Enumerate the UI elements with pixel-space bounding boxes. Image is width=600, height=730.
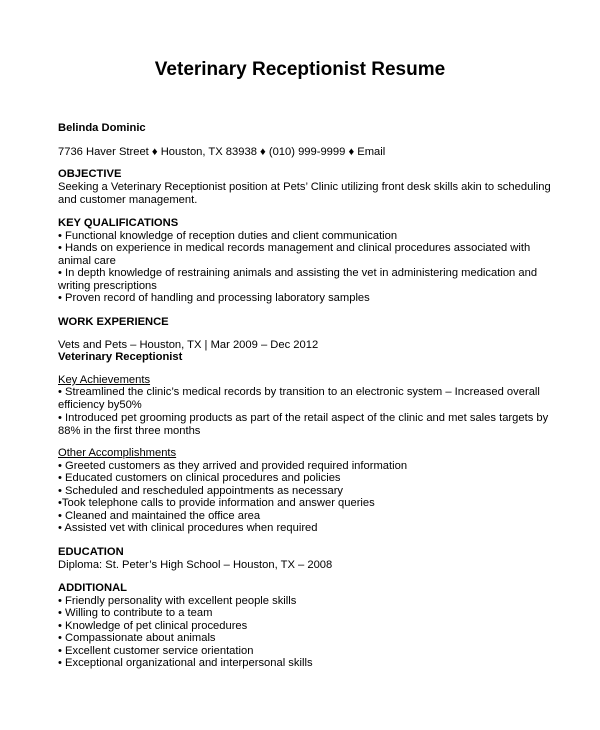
additional-item: • Willing to contribute to a team [58, 607, 213, 619]
accomplishment-item: • Greeted customers as they arrived and provided required information [58, 460, 408, 472]
objective-heading: OBJECTIVE [58, 168, 122, 180]
education-line: Diploma: St. Peter’s High School – Houston, TX – 2008 [58, 559, 333, 571]
achievement-item: • Introduced pet grooming products as part of the retail aspect of the clinic and met sales targets by [58, 412, 549, 424]
achievement-item: • Streamlined the clinic’s medical records by transition to an electronic system – Increased overall [58, 386, 540, 398]
additional-item: • Exceptional organizational and interpersonal skills [58, 657, 313, 669]
accomplishment-item: • Scheduled and rescheduled appointments as necessary [58, 485, 344, 497]
additional-item: • Friendly personality with excellent people skills [58, 595, 297, 607]
accomplishment-item: • Assisted vet with clinical procedures when required [58, 522, 318, 534]
contact-line: 7736 Haver Street ♦ Houston, TX 83938 ♦ (010) 999-9999 ♦ Email [58, 146, 386, 158]
qualification-item: • Hands on experience in medical records management and clinical procedures associated with [58, 242, 531, 254]
resume-title: Veterinary Receptionist Resume [154, 59, 446, 80]
qualification-item: • Functional knowledge of reception duties and client communication [58, 230, 398, 242]
achievement-item-continued: efficiency by50% [58, 399, 142, 411]
qualification-item: • Proven record of handling and processing laboratory samples [58, 292, 370, 304]
qualification-item: • In depth knowledge of restraining animals and assisting the vet in administering medication and [58, 267, 538, 279]
additional-item: • Knowledge of pet clinical procedures [58, 620, 248, 632]
accomplishments-heading: Other Accomplishments [58, 447, 177, 459]
accomplishment-item: • Cleaned and maintained the office area [58, 510, 261, 522]
objective-line: and customer management. [58, 194, 198, 206]
qualification-item-continued: writing prescriptions [58, 280, 157, 292]
additional-item: • Compassionate about animals [58, 632, 216, 644]
achievement-item-continued: 88% in the first three months [58, 425, 201, 437]
education-heading: EDUCATION [58, 546, 124, 558]
accomplishment-item: • Educated customers on clinical procedures and policies [58, 472, 341, 484]
accomplishment-item: •Took telephone calls to provide information and answer queries [58, 497, 375, 509]
candidate-name: Belinda Dominic [58, 122, 146, 134]
employer-line: Vets and Pets – Houston, TX | Mar 2009 – Dec 2012 [58, 339, 319, 351]
qualifications-heading: KEY QUALIFICATIONS [58, 217, 179, 229]
job-title: Veterinary Receptionist [58, 351, 183, 363]
additional-item: • Excellent customer service orientation [58, 645, 254, 657]
experience-heading: WORK EXPERIENCE [58, 316, 169, 328]
achievements-heading: Key Achievements [58, 374, 151, 386]
additional-heading: ADDITIONAL [58, 582, 127, 594]
qualification-item-continued: animal care [58, 255, 116, 267]
objective-line: Seeking a Veterinary Receptionist position at Pets’ Clinic utilizing front desk skills akin to scheduling [58, 181, 551, 193]
